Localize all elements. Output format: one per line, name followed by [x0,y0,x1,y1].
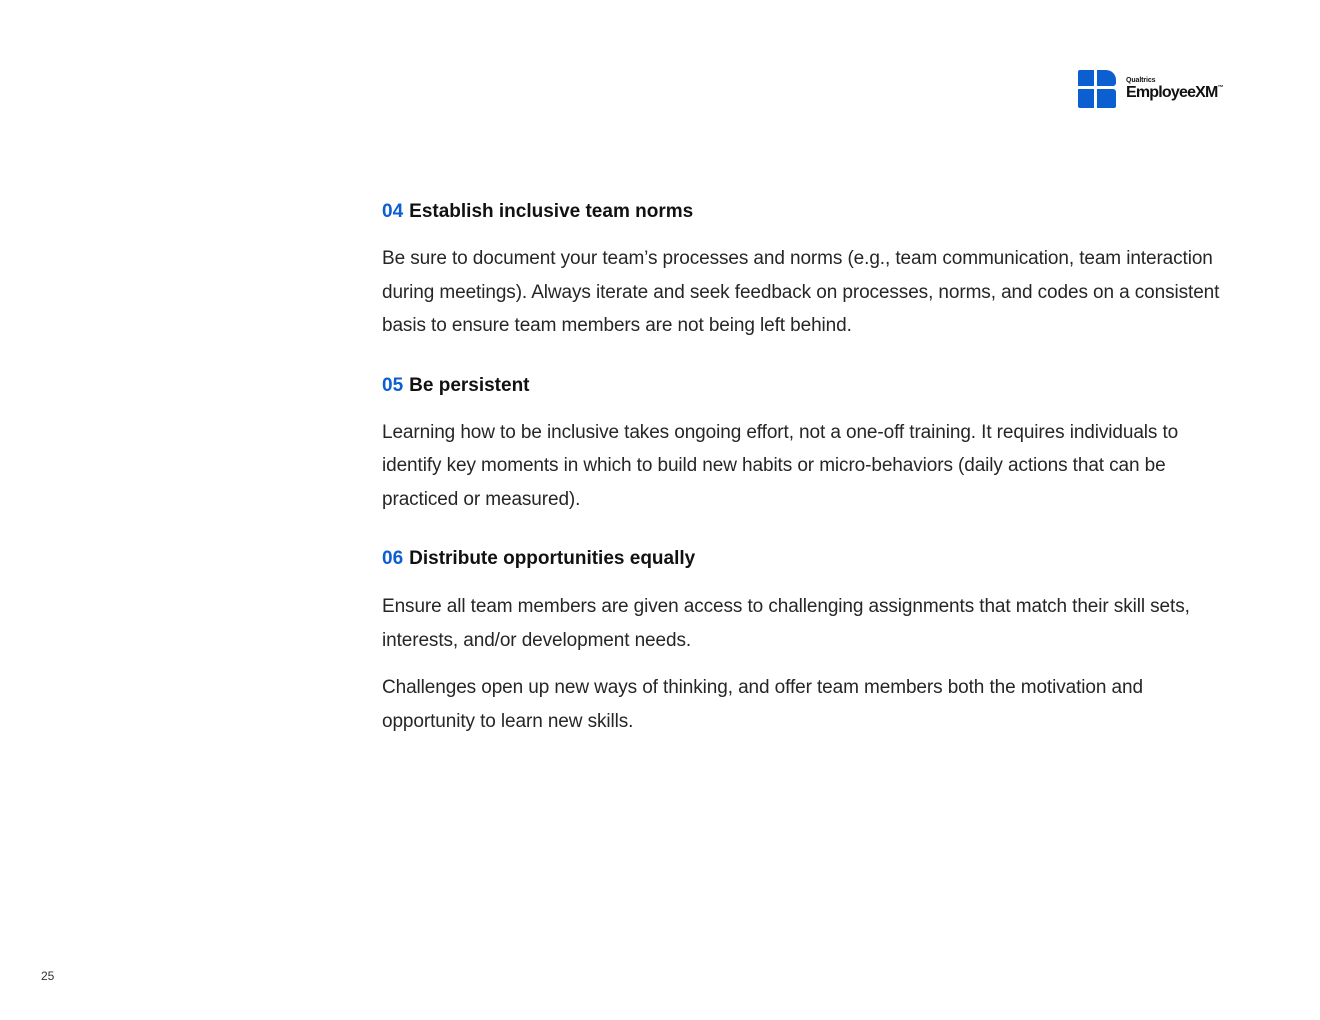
section-number: 05 [382,374,404,396]
section-title: Distribute opportunities equally [409,548,696,569]
section-paragraph: Be sure to document your team’s processes and norms (e.g., team communication, team interaction during meetings). Always iterate and seek feedback on processes, norms, and codes on a consistent basis to ensure team members are not being left behind. [382,248,1220,336]
section-heading-05 [382,372,1222,400]
section-paragraph: Learning how to be inclusive takes ongoing effort, not a one-off training. It requires individuals to identify key moments in which to build new habits or micro-behaviors (daily actions that can be practiced or measured). [382,421,1179,510]
logo-brand-text: Qualtrics [1126,77,1156,84]
section-number: 06 [382,548,404,569]
main-content [382,198,1222,738]
section-paragraph: Ensure all team members are given access to challenging assignments that match their skill sets, interests, and/or development needs. [382,596,1190,651]
logo-wordmark [1126,77,1224,101]
qualtrics-employeexm-logo [1076,68,1236,110]
logo-product-text: EmployeeXM™ [1126,84,1224,101]
section-title: Establish inclusive team norms [409,201,694,222]
section-heading-04 [382,198,1222,226]
section-heading-06 [382,545,1222,573]
section-paragraph: Challenges open up new ways of thinking, and offer team members both the motivation and opportunity to learn new skills. [382,677,1143,732]
section-title: Be persistent [409,374,530,396]
page-number: 25 [41,969,55,983]
qualtrics-logo-icon [1076,68,1118,110]
section-number: 04 [382,201,404,222]
